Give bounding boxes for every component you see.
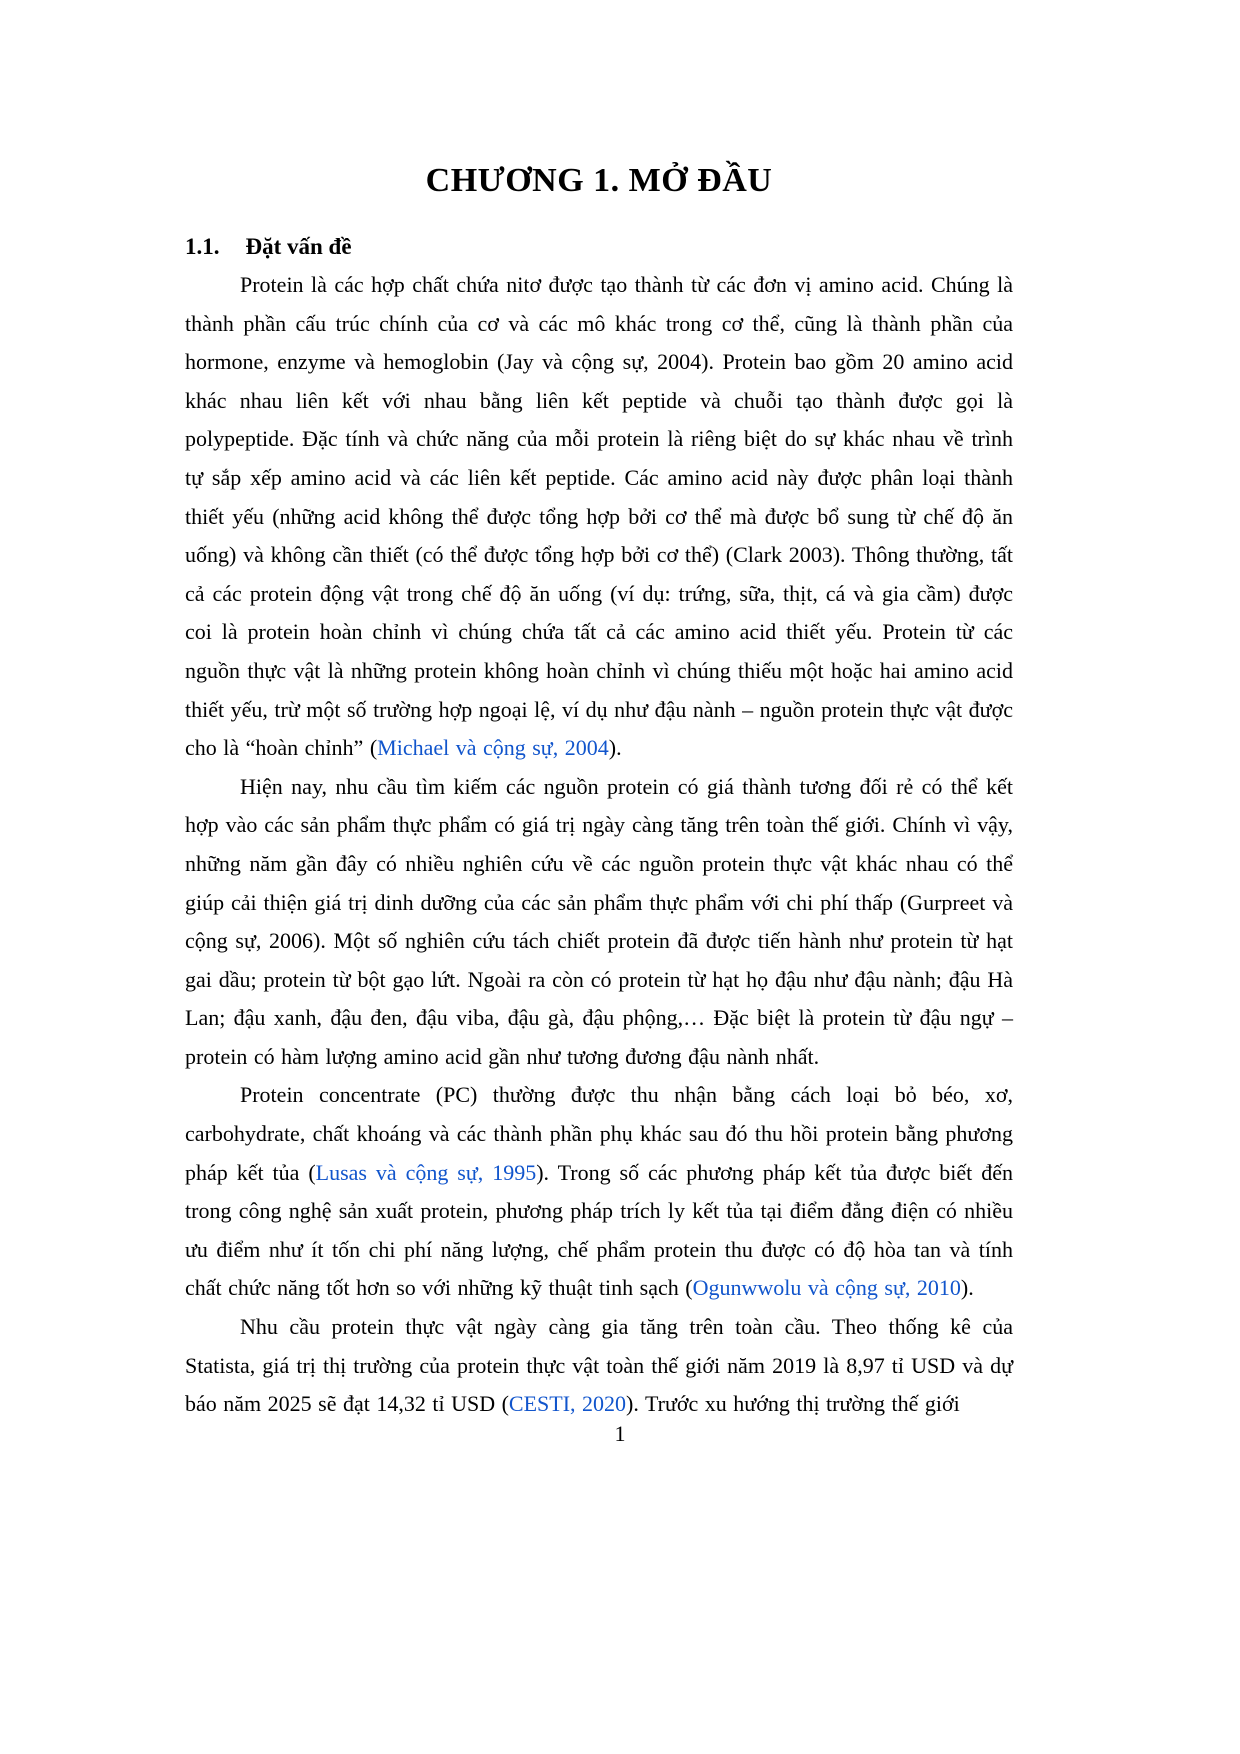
citation-link[interactable]: Ogunwwolu và cộng sự, 2010 xyxy=(692,1275,961,1301)
section-number: 1.1. xyxy=(185,234,220,259)
document-page xyxy=(185,158,1013,1424)
paragraph-text: Protein concentrate (PC) thường được thu nhận bằng cách loại bỏ béo, xơ, carbohydrate, chất khoáng và các thành phần phụ khác sau đó thu hồi protein bằng phương pháp kết tủa ( xyxy=(185,1082,1013,1185)
chapter-title: CHƯƠNG 1. MỞ ĐẦU xyxy=(425,162,773,199)
citation-link[interactable]: CESTI, 2020 xyxy=(508,1391,627,1417)
paragraph xyxy=(185,266,1013,768)
paragraph xyxy=(185,768,1013,1077)
section-title: Đặt vấn đề xyxy=(245,234,352,259)
paragraph-text: Protein là các hợp chất chứa nitơ được tạo thành từ các đơn vị amino acid. Chúng là thành phần cấu trúc chính của cơ và các mô khác trong cơ thể, cũng là thành phần của hormone, enzyme và hemoglobin (Jay và cộng sự, 2004). Protein bao gồm 20 amino acid khác nhau liên kết với nhau bằng liên kết peptide và chuỗi tạo thành được gọi là polypeptide. Đặc tính và chức năng của mỗi protein là riêng biệt do sự khác nhau về trình tự sắp xếp amino acid và các liên kết peptide. Các amino acid này được phân loại thành thiết yếu (những acid không thể được tổng hợp bởi cơ thể mà được bổ sung từ chế độ ăn uống) và không cần thiết (có thể được tổng hợp bởi cơ thể) (Clark 2003). Thông thường, tất cả các protein động vật trong chế độ ăn uống (ví dụ: trứng, sữa, thịt, cá và gia cầm) được coi là protein hoàn chỉnh vì chúng chứa tất cả các amino acid thiết yếu. Protein từ các nguồn thực vật là những protein không hoàn chỉnh vì chúng thiếu một hoặc hai amino acid thiết yếu, trừ một số trường hợp ngoại lệ, ví dụ như đậu nành – nguồn protein thực vật được cho là “hoàn chỉnh” ( xyxy=(185,272,1013,761)
paragraph-text: ). Trước xu hướng thị trường thế giới xyxy=(626,1391,960,1417)
section-heading xyxy=(185,228,1013,266)
paragraph-text: Nhu cầu protein thực vật ngày càng gia tăng trên toàn cầu. Theo thống kê của Statista, giá trị thị trường của protein thực vật toàn thế giới năm 2019 là 8,97 tỉ USD và dự báo năm 2025 sẽ đạt 14,32 tỉ USD ( xyxy=(185,1314,1013,1417)
citation-link[interactable]: Lusas và cộng sự, 1995 xyxy=(315,1159,537,1185)
paragraph-text: ). xyxy=(960,1275,974,1301)
page-number: 1 xyxy=(614,1421,626,1446)
citation-link[interactable]: Michael và cộng sự, 2004 xyxy=(377,735,609,761)
paragraph-text: Hiện nay, nhu cầu tìm kiếm các nguồn protein có giá thành tương đối rẻ có thể kết hợp vào các sản phẩm thực phẩm có giá trị ngày càng tăng trên toàn thế giới. Chính vì vậy, những năm gần đây có nhiều nghiên cứu về các nguồn protein thực vật khác nhau có thể giúp cải thiện giá trị dinh dưỡng của các sản phẩm thực phẩm với chi phí thấp (Gurpreet và cộng sự, 2006). Một số nghiên cứu tách chiết protein đã được tiến hành như protein từ hạt gai dầu; protein từ bột gạo lứt. Ngoài ra còn có protein từ hạt họ đậu như đậu nành; đậu Hà Lan; đậu xanh, đậu đen, đậu viba, đậu gà, đậu phộng,… Đặc biệt là protein từ đậu ngự – protein có hàm lượng amino acid gần như tương đương đậu nành nhất. xyxy=(185,773,1013,1069)
paragraph-text: ). xyxy=(608,735,622,761)
paragraph xyxy=(185,1308,1013,1424)
paragraph-text: ). Trong số các phương pháp kết tủa được biết đến trong công nghệ sản xuất protein, phương pháp trích ly kết tủa tại điểm đẳng điện có nhiều ưu điểm như ít tốn chi phí năng lượng, chế phẩm protein thu được có độ hòa tan và tính chất chức năng tốt hơn so với những kỹ thuật tinh sạch ( xyxy=(185,1159,1013,1301)
paragraph xyxy=(185,1076,1013,1308)
